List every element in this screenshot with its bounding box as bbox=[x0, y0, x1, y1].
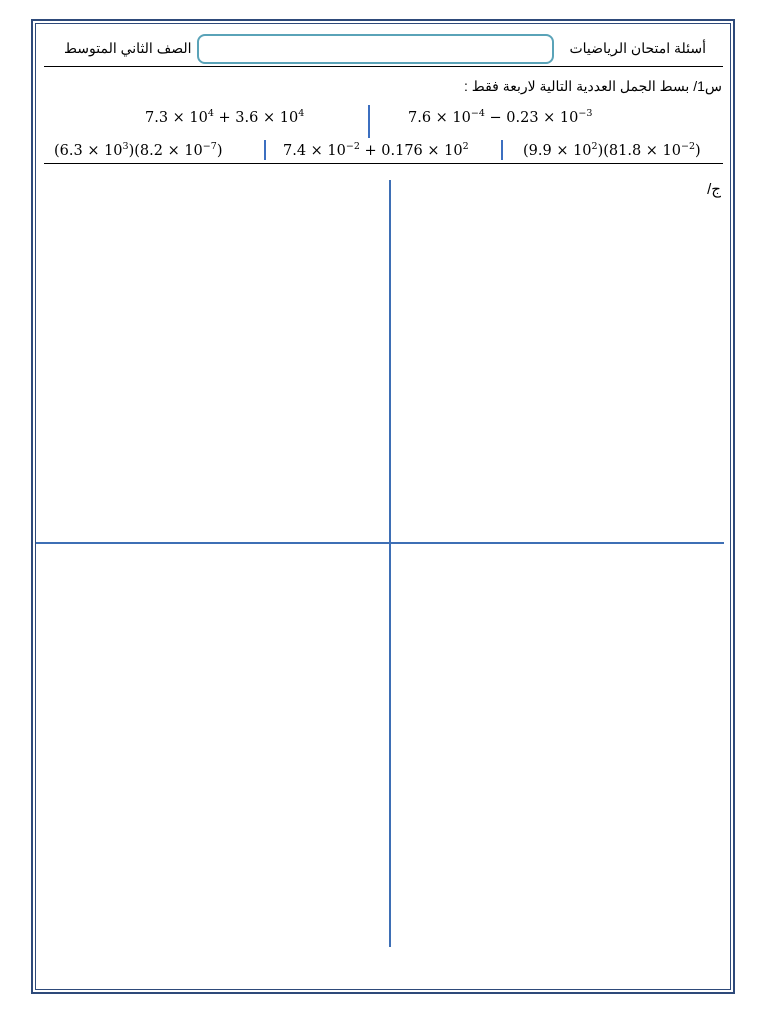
answer-label: ج/ bbox=[707, 181, 721, 198]
question-1-text: س1/ بسط الجمل العددية التالية لاربعة فقط : bbox=[464, 78, 722, 94]
expression-separator bbox=[368, 105, 370, 138]
expression-row2-left: $(6.3 \times 10^3)(8.2 \times 10^{-7})$ bbox=[54, 141, 223, 159]
expression-separator bbox=[264, 140, 266, 160]
expression-row2-right: $(9.9 \times 10^2)(81.8 \times 10^{-2})$ bbox=[523, 141, 701, 159]
expression-separator bbox=[501, 140, 503, 160]
answer-grid-horizontal-line bbox=[36, 542, 724, 544]
question-divider bbox=[44, 163, 723, 164]
header-divider bbox=[44, 66, 723, 67]
exam-title: أسئلة امتحان الرياضيات bbox=[569, 40, 706, 56]
student-name-box[interactable] bbox=[197, 34, 554, 64]
expression-row1-right: $7.6 \times 10^{-4} - 0.23 \times 10^{-3}$ bbox=[408, 108, 593, 126]
expression-row1-left: $7.3 \times 10^4 + 3.6 \times 10^4$ bbox=[145, 108, 305, 126]
answer-grid-vertical-line bbox=[389, 180, 391, 947]
page-border-inner bbox=[35, 23, 731, 990]
grade-label: الصف الثاني المتوسط bbox=[64, 40, 192, 56]
expression-row2-middle: $7.4 \times 10^{-2} + 0.176 \times 10^2$ bbox=[283, 141, 469, 159]
